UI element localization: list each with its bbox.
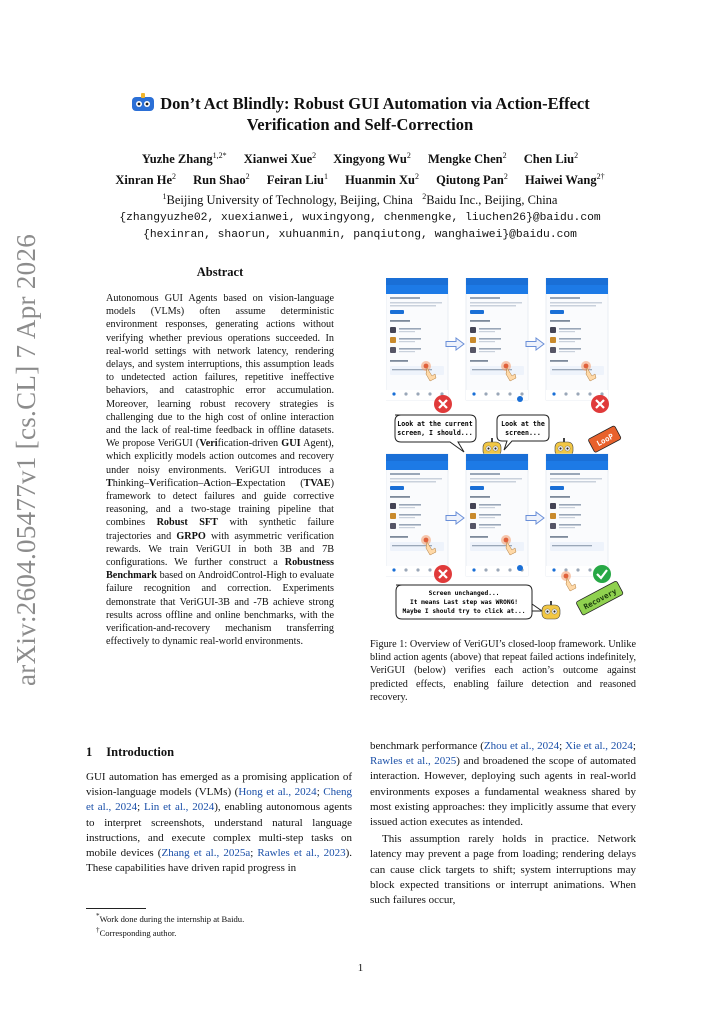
fail-cross-icon [434,565,452,583]
figure-1 [386,278,634,623]
screenshot-bottom-3 [546,454,608,576]
svg-text:Recovery: Recovery [582,586,619,612]
agent-robot-icon [555,438,573,456]
abstract-heading: Abstract [196,265,244,279]
figure-1-illustration [386,278,634,623]
svg-text:LooP: LooP [595,431,616,449]
abstract-body: Autonomous GUI Agents based on vision-language models (VLMs) often assume deterministic environment responses, generating actions without verifying whether previous operations succeeded. In real-world settings with network latency, rendering delays, and system interruptions, this assumption leads to undetected action failures, repetitive ineffective behaviors, and catastrophic error accumulation. Moreover, learning robust recovery strategies is challenging due to the high cost of online interaction and the lack of real-time feedback in offline datasets. We propose VeriGUI (Verification-driven GUI Agent), which explicitly models action outcomes and recovery under noisy environments. VeriGUI introduces a Thinking–Verification–Action–Expectation (TVAE) framework to detect failures and guide corrective reasoning, and a two-stage training pipeline that combines Robust SFT with synthetic failure trajectories and GRPO with asymmetric verification rewards. We train VeriGUI in both 3B and 7B configurations. We further construct a Robustness Benchmark based on AndroidControl-High to evaluate failure recognition and correction. Experiments demonstrate that VeriGUI-3B and -7B achieve strong results across offline and online benchmarks, with the verification-and-recovery mechanism transferring effectively to dynamic real-world environments. [106,293,335,648]
thought-bubble-2 [497,415,549,450]
footnote-rule [86,908,146,909]
author: Feiran Liu$^1$ [266,172,329,188]
screenshot-top-2 [466,278,528,400]
agent-robot-icon [542,601,560,619]
svg-text:Maybe I should try to click at: Maybe I should try to click at... [402,608,526,615]
screenshot-top-3 [546,278,608,400]
arrow-right-icon [446,338,464,350]
section-heading-introduction: 1 Introduction [86,745,175,759]
author: Xingyong Wu$^2$ [333,151,411,167]
svg-text:Look at the current: Look at the current [397,420,473,428]
author: Haiwei Wang$^{2\dagger}$ [524,172,605,188]
author: Mengke Chen$^2$ [427,151,507,167]
title-line-2: Verification and Self-Correction [246,115,474,134]
citation-link[interactable]: Cheng et al., 2024 [86,786,352,814]
loop-tag [588,425,622,452]
thought-bubble-3 [396,585,542,619]
affiliations: $^1$Beijing University of Technology, Beijing, China $^2$Baidu Inc., Beijing, China [162,192,558,208]
screenshot-bottom-2 [466,454,528,576]
author-emails [60,210,660,244]
author: Chen Liu$^2$ [523,151,579,167]
email-line-1: {zhangyuzhe02, xuexianwei, wuxingyong, chenmengke, liuchen26}@baidu.com [119,212,601,224]
thought-bubble-1 [395,415,476,452]
svg-text:screen...: screen... [505,429,541,437]
citation-link[interactable]: Rawles et al., 2025 [370,755,457,768]
fab-dot [517,396,523,402]
paper-title [80,93,640,135]
recovery-tag [576,581,624,616]
author-row-2 [60,168,660,189]
arxiv-identifier: arXiv:2604.05477v1 [cs.CL] 7 Apr 2026 [11,233,41,686]
author: Yuzhe Zhang$^{1,2*}$ [141,151,227,167]
author: Xianwei Xue$^2$ [243,151,317,167]
screenshot-top-1 [386,278,448,400]
svg-text:Screen unchanged...: Screen unchanged... [428,590,500,597]
verigui-logo-icon [130,93,156,113]
author-list [60,147,660,189]
screenshot-bottom-1 [386,454,448,576]
agent-robot-icon [483,438,501,456]
author-row-1 [60,147,660,168]
arrow-right-icon [526,512,544,524]
paragraph: benchmark performance (Zhou et al., 2024; Xie et al., 2024; Rawles et al., 2025) and broadened the scope of automated interaction. However, deploying such agents in real-world environments exposes a fundamental weakness shared by most existing approaches: they implicitly assume that every issued action executes as intended. [370,740,636,829]
arrow-right-icon [446,512,464,524]
author: Huanmin Xu$^2$ [345,172,419,188]
citation-link[interactable]: Zhang et al., 2025a [161,847,251,860]
footnote-2: †Corresponding author. [96,926,177,939]
svg-text:screen, I should...: screen, I should... [397,429,473,437]
arrow-right-icon [526,338,544,350]
email-line-2: {hexinran, shaorun, xuhuanmin, panqiutong, wanghaiwei}@baidu.com [143,229,577,241]
fab-dot [517,565,523,571]
author: Xinran He$^2$ [115,172,176,188]
fail-cross-icon [434,395,452,413]
footnote-1: *Work done during the internship at Baidu. [96,912,245,924]
citation-link[interactable]: Xie et al., 2024 [565,740,633,752]
success-check-icon [593,565,611,583]
footnotes [96,911,346,940]
title-line-1: Don’t Act Blindly: Robust GUI Automation via Action-Effect [160,94,590,113]
fail-cross-icon [591,395,609,413]
svg-text:Look at the: Look at the [501,420,545,428]
page-number: 1 [357,962,364,974]
svg-text:It means Last step was WRONG!: It means Last step was WRONG! [409,599,519,606]
citation-link[interactable]: Hong et al., 2024 [238,786,317,799]
citation-link[interactable]: Rawles et al., 2023 [257,847,346,860]
author: Run Shao$^2$ [193,172,250,188]
author: Qiutong Pan$^2$ [436,172,508,188]
introduction-left-column: GUI automation has emerged as a promising application of vision-language models (VLMs) (Hong et al., 2024; Cheng et al., 2024; Lin et al., 2024), enabling autonomous agents to interpret screenshots, understand natural language instructions, and execute complex multi-step tasks on mobile devices (Zhang et al., 2025a; Rawles et al., 2023). These capabilities have driven rapid progress in [86,771,352,875]
paragraph: This assumption rarely holds in practice. Network latency may prevent a page from loading; rendering delays can cause click targets to shift; system interruptions may block expected transitions or interrupt animations. When such failures occur, [370,833,636,907]
introduction-right-column [370,739,636,908]
figure-1-caption: Figure 1: Overview of VeriGUI’s closed-loop framework. Unlike blind action agents (above) that repeat failed actions indefinitely, VeriGUI (below) verifies each action’s outcome against predicted effects, enabling failure detection and reasoned recovery. [370,639,636,703]
citation-link[interactable]: Zhou et al., 2024 [483,740,560,752]
citation-link[interactable]: Lin et al., 2024 [144,801,215,814]
